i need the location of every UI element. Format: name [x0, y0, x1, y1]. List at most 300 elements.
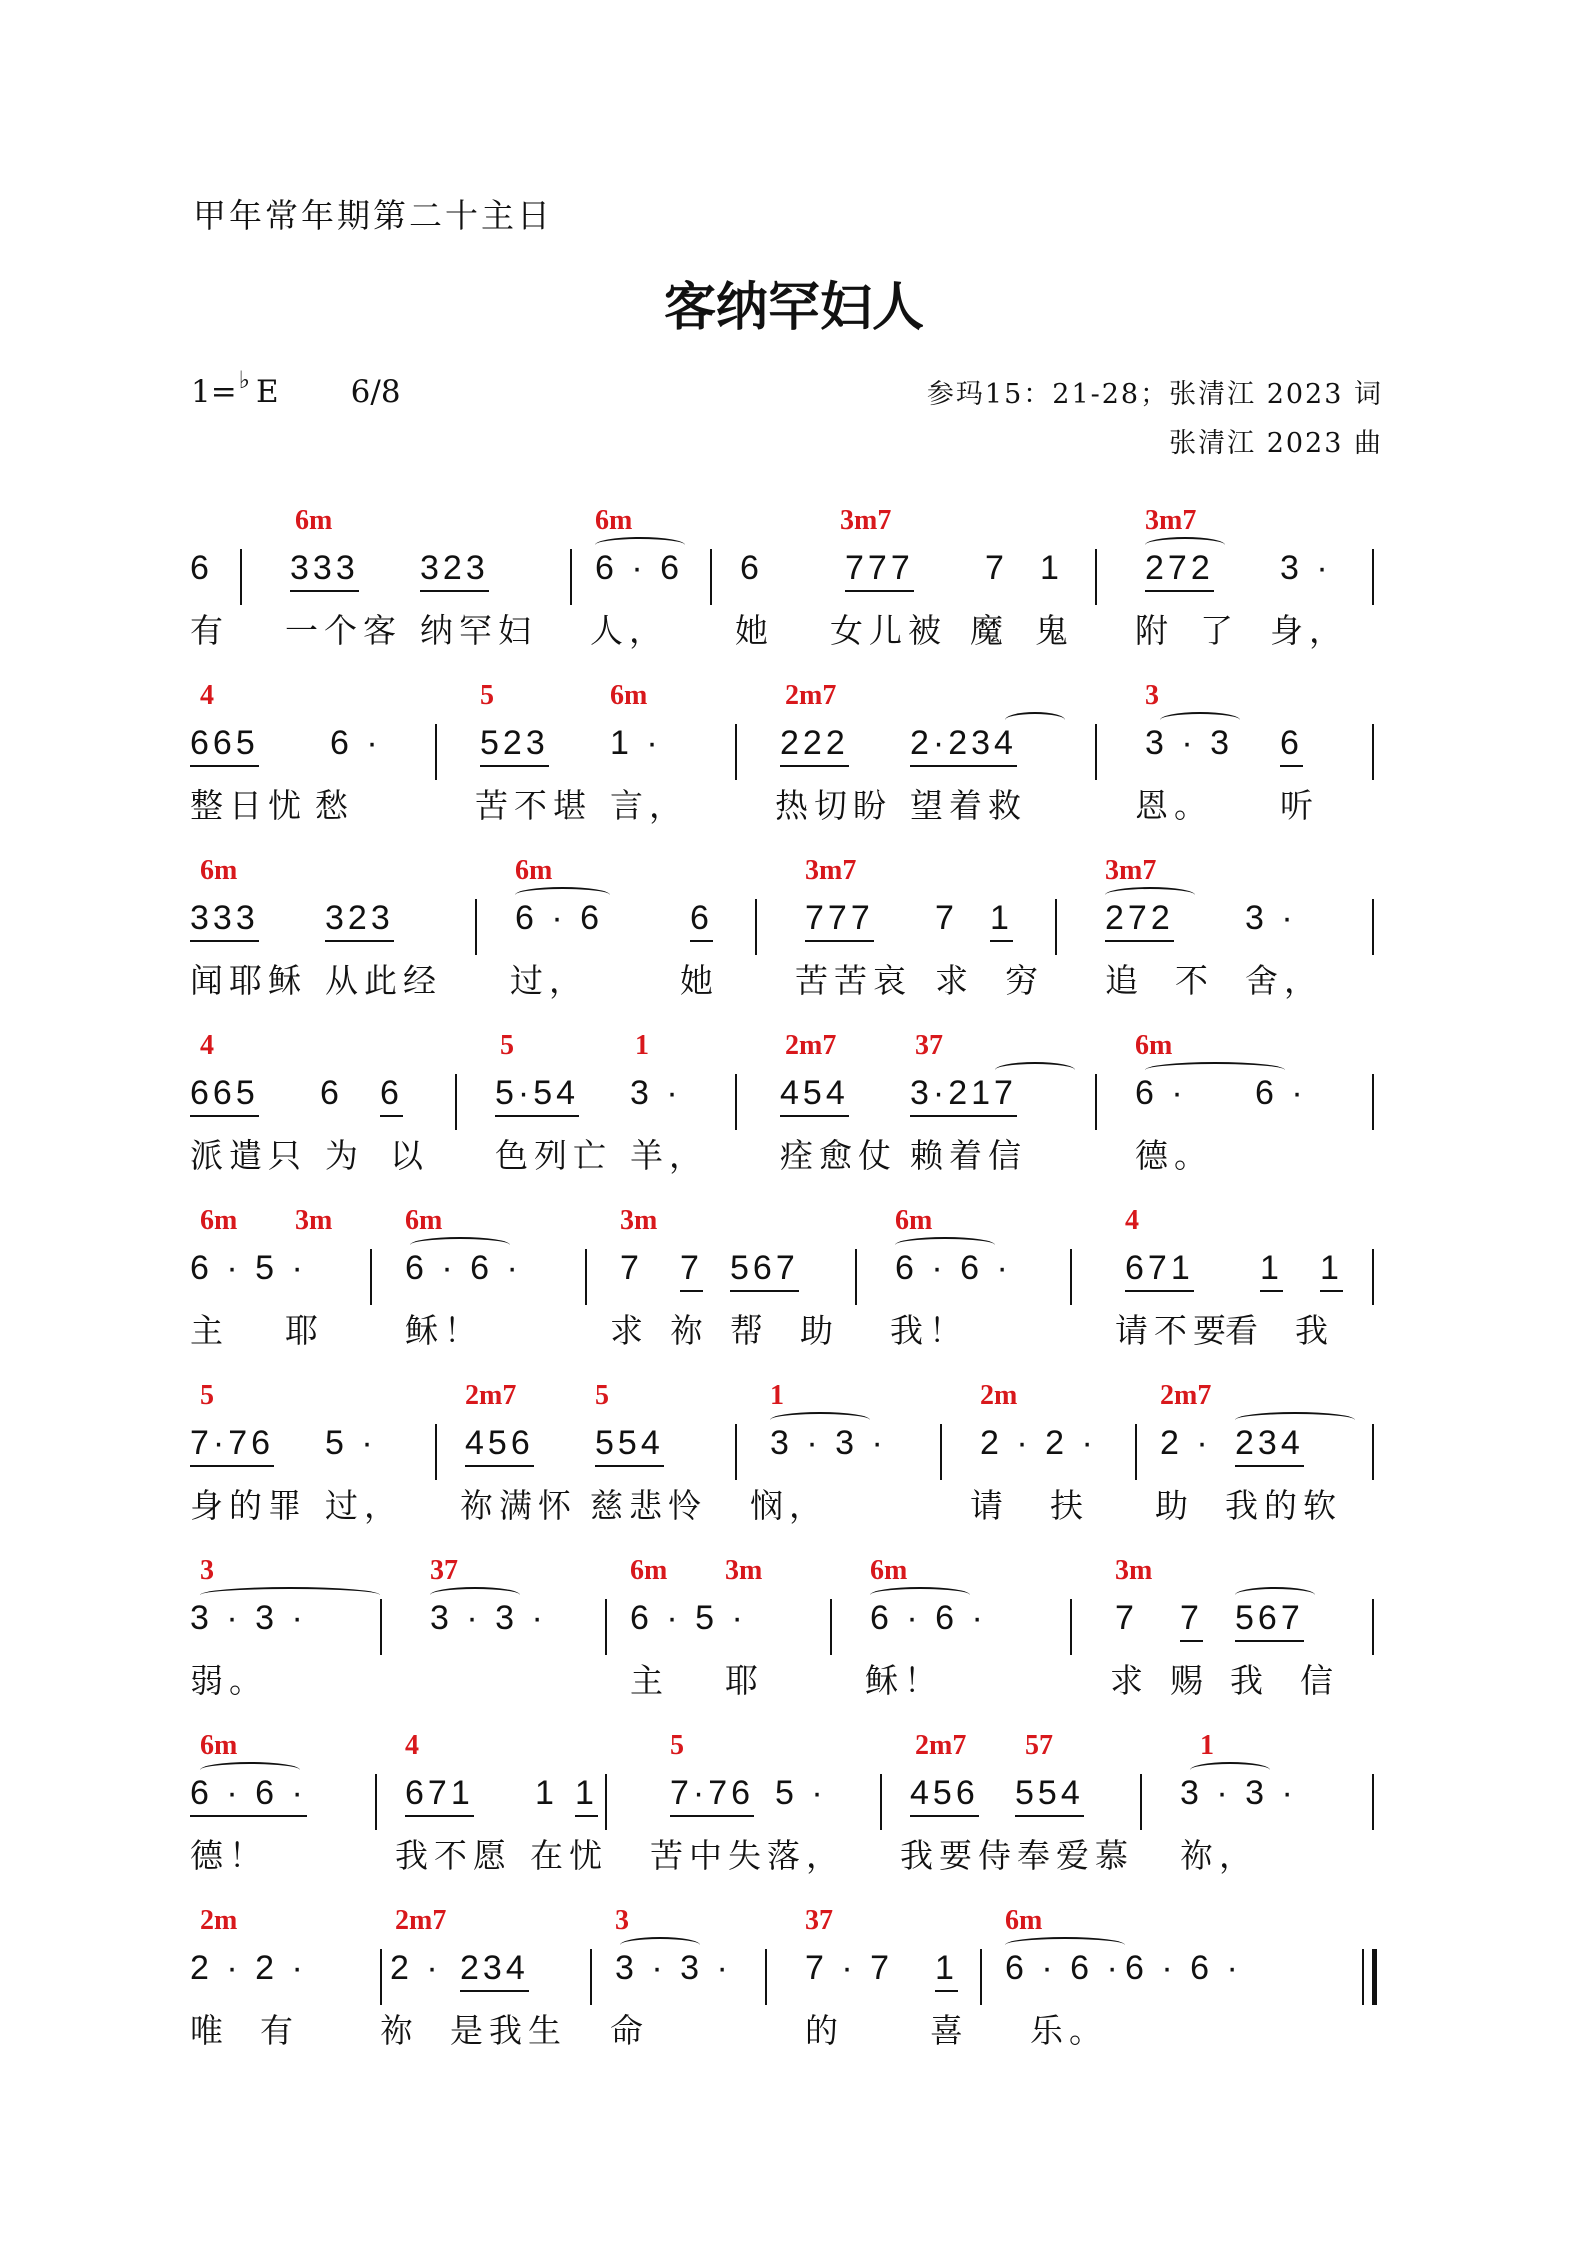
- lyric-syllables: 稣！: [865, 1661, 943, 1700]
- note-group: 5 ·: [325, 1424, 377, 1462]
- lyric-syllables: 附: [1135, 611, 1174, 650]
- lyric-syllables: 耶: [725, 1661, 764, 1700]
- bar-line: [370, 1249, 372, 1305]
- lyric-syllables: 愁: [315, 786, 354, 825]
- chord-symbol: 6m: [1005, 1905, 1043, 1936]
- lyric-syllables: 为: [325, 1136, 364, 1175]
- song-title: 客纳罕妇人: [663, 278, 924, 338]
- note-group: 7: [1115, 1599, 1138, 1637]
- note-group: 333: [190, 899, 259, 942]
- lyric-syllables: 鬼: [1035, 611, 1074, 650]
- chord-symbol: 3m7: [840, 505, 892, 536]
- score-system: [190, 1555, 1380, 1725]
- note-group: 6: [690, 899, 713, 942]
- chord-symbol: 6m: [895, 1205, 933, 1236]
- lyric-syllables: 我: [1230, 1661, 1269, 1700]
- bar-line: [375, 1774, 377, 1830]
- chord-symbol: 2m7: [785, 1030, 837, 1061]
- lyric-syllables: 请不要: [1115, 1311, 1232, 1350]
- bar-line: [1372, 1599, 1374, 1655]
- note-group: 6 · 6 ·: [1005, 1949, 1122, 1987]
- tie-slur: [1005, 712, 1065, 728]
- lyric-syllables: 慈悲怜: [590, 1486, 707, 1525]
- lyric-syllables: 赐: [1170, 1661, 1209, 1700]
- note-group: 456: [910, 1774, 979, 1817]
- lyric-syllables: 命: [610, 2011, 649, 2050]
- tie-slur: [1235, 1587, 1315, 1603]
- lyric-syllables: 主: [190, 1311, 229, 1350]
- note-group: 665: [190, 724, 259, 767]
- note-group: 6 · 6 ·: [895, 1249, 1012, 1287]
- chord-symbol: 3m: [1115, 1555, 1153, 1586]
- lyric-syllables: 穷: [1005, 961, 1044, 1000]
- bar-line: [1372, 1424, 1374, 1480]
- note-row: [190, 549, 1380, 609]
- chord-symbol: 1: [770, 1380, 784, 1411]
- chord-symbol: 5: [480, 680, 494, 711]
- tie-slur: [410, 1237, 510, 1253]
- note-group: 6 ·: [1135, 1074, 1187, 1112]
- note-group: 7: [680, 1249, 703, 1292]
- lyric-syllables: 苦中失落，: [650, 1836, 845, 1875]
- chord-symbol: 6m: [610, 680, 648, 711]
- lyric-syllables: 我的软: [1225, 1486, 1342, 1525]
- lyric-syllables: 苦不堪: [475, 786, 592, 825]
- chord-symbol: 3m7: [805, 855, 857, 886]
- lyric-syllables: 我: [1295, 1311, 1334, 1350]
- lyric-syllables: 听: [1280, 786, 1319, 825]
- key-note: E: [256, 374, 279, 410]
- lyric-row: [190, 1305, 1380, 1355]
- note-group: 7·76: [190, 1424, 274, 1467]
- note-group: 671: [405, 1774, 474, 1817]
- chord-symbol: 2m7: [395, 1905, 447, 1936]
- tie-slur: [1105, 887, 1195, 903]
- lyric-syllables: 主: [630, 1661, 669, 1700]
- tie-slur: [200, 1762, 300, 1778]
- score-system: [190, 1380, 1380, 1550]
- lyric-syllables: 闻耶稣: [190, 961, 307, 1000]
- lyric-syllables: 羊，: [630, 1136, 708, 1175]
- lyric-syllables: 色列亡: [495, 1136, 612, 1175]
- note-group: 1: [1260, 1249, 1283, 1292]
- lyric-syllables: 过，: [325, 1486, 403, 1525]
- chord-symbol: 5: [670, 1730, 684, 1761]
- composer-credit: 张清江 2023 曲: [1169, 428, 1383, 459]
- note-row: [190, 1774, 1380, 1834]
- lyric-syllables: 助: [800, 1311, 839, 1350]
- note-group: 7: [620, 1249, 643, 1287]
- chord-symbol: 2m7: [465, 1380, 517, 1411]
- note-group: 6: [320, 1074, 343, 1112]
- score-system: [190, 1730, 1380, 1900]
- chord-symbol: 2m: [980, 1380, 1018, 1411]
- note-group: 7: [935, 899, 958, 937]
- note-group: 2 · 2 ·: [190, 1949, 307, 1987]
- bar-line: [1095, 549, 1097, 605]
- note-group: 3 · 3 ·: [190, 1599, 307, 1637]
- bar-line: [1372, 1774, 1374, 1830]
- chord-symbol: 4: [405, 1730, 419, 1761]
- chord-symbol: 5: [500, 1030, 514, 1061]
- chord-symbol: 3m7: [1145, 505, 1197, 536]
- chord-symbol: 6m: [200, 1730, 238, 1761]
- chord-symbol: 1: [635, 1030, 649, 1061]
- score-system: [190, 1905, 1380, 2075]
- chord-symbol: 6m: [200, 855, 238, 886]
- lyric-syllables: 唯: [190, 2011, 229, 2050]
- chord-symbol: 3: [200, 1555, 214, 1586]
- chord-symbol: 6m: [630, 1555, 668, 1586]
- note-group: 3·217: [910, 1074, 1017, 1117]
- lyric-syllables: 身，: [1270, 611, 1348, 650]
- bar-line: [1372, 724, 1374, 780]
- chord-symbol: 6m: [595, 505, 633, 536]
- lyric-syllables: 求: [935, 961, 974, 1000]
- note-group: 5 ·: [775, 1774, 827, 1812]
- note-group: 777: [805, 899, 874, 942]
- lyric-row: [190, 605, 1380, 655]
- lyric-syllables: 帮: [730, 1311, 769, 1350]
- chord-row: [190, 1555, 1380, 1595]
- note-group: 6 · 6 ·: [870, 1599, 987, 1637]
- lyric-row: [190, 955, 1380, 1005]
- bar-line: [1135, 1424, 1137, 1480]
- bar-line: [240, 549, 242, 605]
- lyric-syllables: 以: [390, 1136, 429, 1175]
- lyric-syllables: 痊愈仗: [780, 1136, 897, 1175]
- chord-row: [190, 1205, 1380, 1245]
- bar-line: [455, 1074, 457, 1130]
- note-group: 454: [780, 1074, 849, 1117]
- bar-line: [855, 1249, 857, 1305]
- note-group: 554: [1015, 1774, 1084, 1817]
- lyric-syllables: 看: [1225, 1311, 1264, 1350]
- chord-symbol: 6m: [870, 1555, 908, 1586]
- note-group: 323: [420, 549, 489, 592]
- tie-slur: [620, 1937, 700, 1953]
- lyric-source: 参玛15：21-28；张清江 2023 词: [926, 379, 1383, 410]
- note-group: 665: [190, 1074, 259, 1117]
- bar-line: [1070, 1249, 1072, 1305]
- note-group: 1: [535, 1774, 558, 1812]
- bar-line: [1372, 1074, 1374, 1130]
- note-group: 3 ·: [630, 1074, 682, 1112]
- note-group: 6 · 6: [515, 899, 604, 937]
- note-group: 323: [325, 899, 394, 942]
- score-system: [190, 505, 1380, 675]
- tie-slur: [595, 537, 685, 553]
- note-group: 6 · 5 ·: [630, 1599, 747, 1637]
- note-row: [190, 1599, 1380, 1659]
- note-group: 3 · 3 ·: [1180, 1774, 1297, 1812]
- lyric-syllables: 派遣只: [190, 1136, 307, 1175]
- lyric-syllables: 祢: [380, 2011, 419, 2050]
- score-system: [190, 855, 1380, 1025]
- note-group: 6: [740, 549, 763, 587]
- note-group: 6 · 5 ·: [190, 1249, 307, 1287]
- bar-line: [880, 1774, 882, 1830]
- note-group: 234: [460, 1949, 529, 1992]
- tie-slur: [1190, 1762, 1270, 1778]
- bar-line: [940, 1424, 942, 1480]
- note-group: 7·76: [670, 1774, 754, 1817]
- bar-line: [380, 1599, 382, 1655]
- lyric-syllables: 乐。: [1030, 2011, 1108, 2050]
- bar-line: [755, 899, 757, 955]
- chord-symbol: 57: [1025, 1730, 1053, 1761]
- bar-line: [1372, 549, 1374, 605]
- lyric-syllables: 过，: [510, 961, 588, 1000]
- chord-symbol: 6m: [405, 1205, 443, 1236]
- lyric-syllables: 望着救: [910, 786, 1027, 825]
- lyric-syllables: 我！: [890, 1311, 968, 1350]
- note-row: [190, 724, 1380, 784]
- chord-symbol: 2m7: [785, 680, 837, 711]
- chord-symbol: 4: [200, 680, 214, 711]
- chord-symbol: 6m: [1135, 1030, 1173, 1061]
- note-group: 234: [1235, 1424, 1304, 1467]
- note-group: 2 · 2 ·: [980, 1424, 1097, 1462]
- chord-symbol: 3m: [620, 1205, 658, 1236]
- chord-row: [190, 1905, 1380, 1945]
- note-group: 333: [290, 549, 359, 592]
- lyric-syllables: 在忧: [530, 1836, 608, 1875]
- tie-slur: [870, 1587, 970, 1603]
- bar-line: [1095, 1074, 1097, 1130]
- lyric-syllables: 她: [680, 961, 719, 1000]
- chord-symbol: 37: [915, 1030, 943, 1061]
- lyric-syllables: 恩。: [1135, 786, 1213, 825]
- bar-line: [590, 1949, 592, 2005]
- lyric-syllables: 耶: [285, 1311, 324, 1350]
- lyric-row: [190, 1130, 1380, 1180]
- bar-line: [1055, 899, 1057, 955]
- tie-slur: [1145, 537, 1225, 553]
- bar-line: [475, 899, 477, 955]
- lyric-row: [190, 1830, 1380, 1880]
- note-group: 3 · 3 ·: [770, 1424, 887, 1462]
- lyric-row: [190, 1655, 1380, 1705]
- tie-slur: [895, 1237, 995, 1253]
- lyric-syllables: 魔: [970, 611, 1009, 650]
- tie-slur: [770, 1412, 870, 1428]
- lyric-syllables: 舍，: [1245, 961, 1323, 1000]
- bar-line: [1372, 899, 1374, 955]
- occasion-label: 甲年常年期第二十主日: [193, 196, 553, 235]
- note-group: 3 ·: [1280, 549, 1332, 587]
- lyric-syllables: 了: [1200, 611, 1239, 650]
- tie-slur: [200, 1587, 380, 1603]
- note-group: 671: [1125, 1249, 1194, 1292]
- lyric-syllables: 纳罕妇: [420, 611, 537, 650]
- lyric-syllables: 弱。: [190, 1661, 268, 1700]
- note-group: 554: [595, 1424, 664, 1467]
- chord-symbol: 6m: [200, 1205, 238, 1236]
- note-group: 7: [1180, 1599, 1203, 1642]
- chord-symbol: 6m: [295, 505, 333, 536]
- tie-slur: [1160, 712, 1240, 728]
- note-row: [190, 1949, 1380, 2009]
- lyric-syllables: 人，: [590, 611, 668, 650]
- note-group: 2 ·: [390, 1949, 442, 1987]
- note-group: 1: [1320, 1249, 1343, 1292]
- lyric-syllables: 追: [1105, 961, 1144, 1000]
- bar-line: [735, 1074, 737, 1130]
- chord-symbol: 2m: [200, 1905, 238, 1936]
- lyric-row: [190, 780, 1380, 830]
- tie-slur: [995, 1062, 1075, 1078]
- tie-slur: [1005, 1937, 1125, 1953]
- chord-symbol: 5: [595, 1380, 609, 1411]
- chord-symbol: 6m: [515, 855, 553, 886]
- lyric-syllables: 求: [610, 1311, 649, 1350]
- note-group: 222: [780, 724, 849, 767]
- lyric-syllables: 有: [190, 611, 229, 650]
- bar-line: [570, 549, 572, 605]
- note-group: 523: [480, 724, 549, 767]
- lyric-syllables: 助: [1155, 1486, 1194, 1525]
- note-group: 272: [1105, 899, 1174, 942]
- lyric-syllables: 祢满怀: [460, 1486, 577, 1525]
- score-system: [190, 1030, 1380, 1200]
- bar-line: [585, 1249, 587, 1305]
- note-group: 777: [845, 549, 914, 592]
- tie-slur: [515, 887, 610, 903]
- chord-symbol: 5: [200, 1380, 214, 1411]
- note-group: 2·234: [910, 724, 1017, 767]
- lyric-syllables: 赖着信: [910, 1136, 1027, 1175]
- lyric-syllables: 身的罪: [190, 1486, 307, 1525]
- note-group: 6 · 6 ·: [1125, 1949, 1242, 1987]
- note-group: 5·54: [495, 1074, 579, 1117]
- bar-line: [380, 1949, 382, 2005]
- note-group: 3 · 3 ·: [615, 1949, 732, 1987]
- note-group: 6 ·: [1255, 1074, 1307, 1112]
- tie-slur: [430, 1587, 520, 1603]
- chord-row: [190, 855, 1380, 895]
- chord-symbol: 3m: [295, 1205, 333, 1236]
- note-group: 6 · 6 ·: [405, 1249, 522, 1287]
- chord-symbol: 3m7: [1105, 855, 1157, 886]
- bar-line: [830, 1599, 832, 1655]
- lyric-syllables: 热切盼: [775, 786, 892, 825]
- time-signature: 6/8: [350, 374, 401, 410]
- note-group: 3 · 3: [1145, 724, 1234, 762]
- note-group: 272: [1145, 549, 1214, 592]
- note-group: 1: [935, 1949, 958, 1992]
- note-group: 3 · 3 ·: [430, 1599, 547, 1637]
- note-group: 6: [1280, 724, 1303, 767]
- chord-symbol: 2m7: [915, 1730, 967, 1761]
- lyric-syllables: 不: [1175, 961, 1214, 1000]
- chord-symbol: 2m7: [1160, 1380, 1212, 1411]
- note-group: 6: [190, 549, 213, 587]
- bar-line: [980, 1949, 982, 2005]
- bar-line: [435, 1424, 437, 1480]
- chord-symbol: 37: [805, 1905, 833, 1936]
- chord-symbol: 1: [1200, 1730, 1214, 1761]
- bar-line: [1095, 724, 1097, 780]
- note-group: 6: [380, 1074, 403, 1117]
- bar-line: [605, 1599, 607, 1655]
- note-group: 6 ·: [330, 724, 382, 762]
- bar-line: [1140, 1774, 1142, 1830]
- tie-slur: [1235, 1412, 1355, 1428]
- lyric-syllables: 苦苦哀: [795, 961, 912, 1000]
- lyric-syllables: 扶: [1050, 1486, 1089, 1525]
- bar-line: [435, 724, 437, 780]
- lyric-syllables: 德。: [1135, 1136, 1213, 1175]
- bar-line: [1372, 1249, 1374, 1305]
- lyric-syllables: 她: [735, 611, 774, 650]
- bar-line: [1070, 1599, 1072, 1655]
- lyric-syllables: 言，: [610, 786, 688, 825]
- tie-slur: [1145, 1062, 1285, 1078]
- lyric-syllables: 稣！: [405, 1311, 483, 1350]
- note-group: 6 · 6 ·: [190, 1774, 307, 1817]
- bar-line: [735, 724, 737, 780]
- key-prefix: 1=: [191, 374, 237, 410]
- lyric-syllables: 德！: [190, 1836, 268, 1875]
- lyric-syllables: 喜: [930, 2011, 969, 2050]
- chord-symbol: 4: [1125, 1205, 1139, 1236]
- note-group: 6 · 6: [595, 549, 684, 587]
- bar-line: [710, 549, 712, 605]
- lyric-syllables: 悯，: [750, 1486, 828, 1525]
- note-row: [190, 899, 1380, 959]
- note-group: 7: [985, 549, 1008, 587]
- lyric-syllables: 的: [805, 2011, 844, 2050]
- lyric-syllables: 有: [260, 2011, 299, 2050]
- note-group: 1: [990, 899, 1013, 942]
- lyric-syllables: 请: [970, 1486, 1009, 1525]
- chord-symbol: 4: [200, 1030, 214, 1061]
- bar-line: [1362, 1949, 1364, 2005]
- note-group: 1: [1040, 549, 1063, 587]
- key-signature: [191, 366, 401, 410]
- bar-line: [765, 1949, 767, 2005]
- lyric-syllables: 一个客: [285, 611, 402, 650]
- lyric-row: [190, 2005, 1380, 2055]
- score-system: [190, 680, 1380, 850]
- bar-line: [1372, 1949, 1377, 2005]
- note-group: 2 ·: [1160, 1424, 1212, 1462]
- chord-symbol: 3: [1145, 680, 1159, 711]
- lyric-syllables: 求: [1110, 1661, 1149, 1700]
- note-group: 567: [730, 1249, 799, 1292]
- lyric-syllables: 我不愿: [395, 1836, 512, 1875]
- note-group: 456: [465, 1424, 534, 1467]
- lyric-syllables: 祢，: [1180, 1836, 1258, 1875]
- chord-symbol: 3: [615, 1905, 629, 1936]
- lyric-syllables: 女儿被: [830, 611, 947, 650]
- lyric-syllables: 我要侍奉爱慕: [900, 1836, 1134, 1875]
- note-row: [190, 1249, 1380, 1309]
- flat-sign: ♭: [238, 366, 251, 394]
- score-system: [190, 1205, 1380, 1375]
- lyric-syllables: 信: [1300, 1661, 1339, 1700]
- lyric-syllables: 是我生: [450, 2011, 567, 2050]
- chord-symbol: 3m: [725, 1555, 763, 1586]
- note-row: [190, 1074, 1380, 1134]
- bar-line: [605, 1774, 607, 1830]
- lyric-syllables: 祢: [670, 1311, 709, 1350]
- lyric-syllables: 整日忧: [190, 786, 307, 825]
- chord-symbol: 37: [430, 1555, 458, 1586]
- lyric-syllables: 从此经: [325, 961, 442, 1000]
- note-group: 567: [1235, 1599, 1304, 1642]
